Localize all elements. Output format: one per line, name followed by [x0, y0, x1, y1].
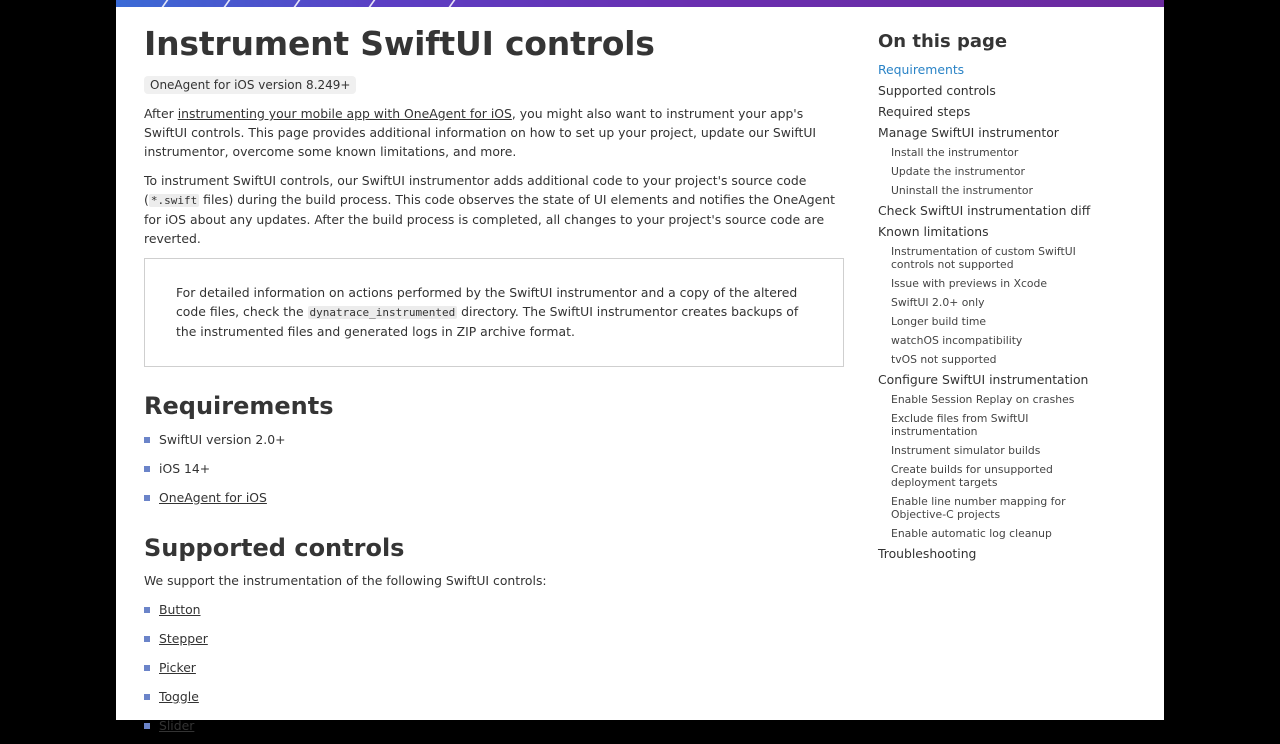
bullet-icon	[144, 607, 150, 613]
supported-controls-list	[144, 600, 844, 744]
toc-link-uninstall[interactable]: Uninstall the instrumentor	[891, 184, 1033, 197]
toc-link-supported-controls[interactable]: Supported controls	[878, 83, 996, 98]
list-item	[144, 716, 844, 744]
toc-link-longer-build[interactable]: Longer build time	[891, 315, 987, 328]
toc-link-simulator-builds[interactable]: Instrument simulator builds	[891, 444, 1041, 457]
swift-files-code: *.swift	[150, 194, 198, 207]
supported-controls-heading: Supported controls	[144, 534, 405, 563]
toc-link-check-diff[interactable]: Check SwiftUI instrumentation diff	[878, 203, 1091, 218]
toc-link-previews-xcode[interactable]: Issue with previews in Xcode	[891, 277, 1048, 290]
oneagent-ios-link[interactable]: OneAgent for iOS	[159, 489, 267, 505]
bullet-icon	[144, 723, 150, 729]
list-item	[144, 629, 844, 658]
docs-page	[116, 0, 1164, 733]
table-of-contents	[878, 28, 1118, 561]
control-link-button[interactable]: Button	[159, 602, 201, 618]
toc-link-watchos[interactable]: watchOS incompatibility	[891, 334, 1023, 347]
bullet-icon	[144, 466, 150, 472]
list-item: SwiftUI version 2.0+	[144, 430, 844, 459]
toc-link-log-cleanup[interactable]: Enable automatic log cleanup	[891, 527, 1052, 540]
bullet-icon	[144, 636, 150, 642]
list-item	[144, 488, 844, 517]
control-link-toggle[interactable]: Toggle	[159, 688, 199, 704]
toc-link-swiftui-2-only[interactable]: SwiftUI 2.0+ only	[891, 296, 985, 309]
list-item: iOS 14+	[144, 459, 844, 488]
list-item	[144, 600, 844, 629]
bullet-icon	[144, 495, 150, 501]
control-link-picker[interactable]: Picker	[159, 659, 196, 675]
toc-link-troubleshooting[interactable]: Troubleshooting	[878, 546, 977, 561]
intro-paragraph: After instrumenting your mobile app with OneAgent for iOS, you might also want to instrument your app's SwiftUI controls. This page provides additional information on how to set up your project, update our SwiftUI instrumentor, overcome some known limitations, and more.	[144, 106, 817, 159]
requirements-list	[144, 430, 844, 516]
requirements-heading: Requirements	[144, 392, 334, 420]
toc-link-session-replay[interactable]: Enable Session Replay on crashes	[891, 393, 1075, 406]
toc-link-install[interactable]: Install the instrumentor	[891, 146, 1019, 159]
intro-link[interactable]: instrumenting your mobile app with OneAgent for iOS	[177, 106, 512, 121]
info-note: For detailed information on actions performed by the SwiftUI instrumentor and a copy of the altered code files, check the dynatrace_instrumented directory. The SwiftUI instrumentor creates backups of the instrumented files and generated logs in ZIP archive format.	[144, 258, 844, 367]
supported-intro: We support the instrumentation of the following SwiftUI controls:	[144, 573, 547, 589]
build-paragraph: To instrument SwiftUI controls, our SwiftUI instrumentor adds additional code to your project's source code ( *.swift files) during the build process. This code observes the state of UI elements and notifies the OneAgent for iOS about any updates. After the build process is completed, all changes to your project's source code are reverted.	[144, 173, 835, 246]
bullet-icon	[144, 665, 150, 671]
toc-link-required-steps[interactable]: Required steps	[878, 104, 971, 119]
instrumented-dir-code: dynatrace_instrumented	[309, 306, 456, 319]
control-link-stepper[interactable]: Stepper	[159, 631, 208, 647]
toc-link-manage-instrumentor[interactable]: Manage SwiftUI instrumentor	[878, 125, 1059, 140]
top-nav-bar	[116, 0, 1164, 7]
toc-link-exclude-files[interactable]: Exclude files from SwiftUI instrumentation	[891, 412, 1029, 438]
toc-link-requirements[interactable]: Requirements	[878, 62, 965, 77]
toc-link-tvos[interactable]: tvOS not supported	[891, 353, 997, 366]
list-item	[144, 687, 844, 716]
bullet-icon	[144, 694, 150, 700]
toc-link-update[interactable]: Update the instrumentor	[891, 165, 1025, 178]
main-content	[144, 20, 844, 744]
toc-link-custom-controls[interactable]: Instrumentation of custom SwiftUI controls not supported	[891, 245, 1076, 271]
toc-link-configure[interactable]: Configure SwiftUI instrumentation	[878, 372, 1089, 387]
toc-link-known-limitations[interactable]: Known limitations	[878, 224, 989, 239]
toc-link-unsupported-targets[interactable]: Create builds for unsupported deployment targets	[891, 463, 1053, 489]
bullet-icon	[144, 437, 150, 443]
control-link-slider[interactable]: Slider	[159, 717, 195, 733]
page-title: Instrument SwiftUI controls	[144, 24, 655, 63]
toc-link-line-number-mapping[interactable]: Enable line number mapping for Objective-C projects	[891, 495, 1066, 521]
version-badge: OneAgent for iOS version 8.249+	[144, 76, 356, 94]
toc-heading: On this page	[878, 31, 1008, 52]
list-item	[144, 658, 844, 687]
